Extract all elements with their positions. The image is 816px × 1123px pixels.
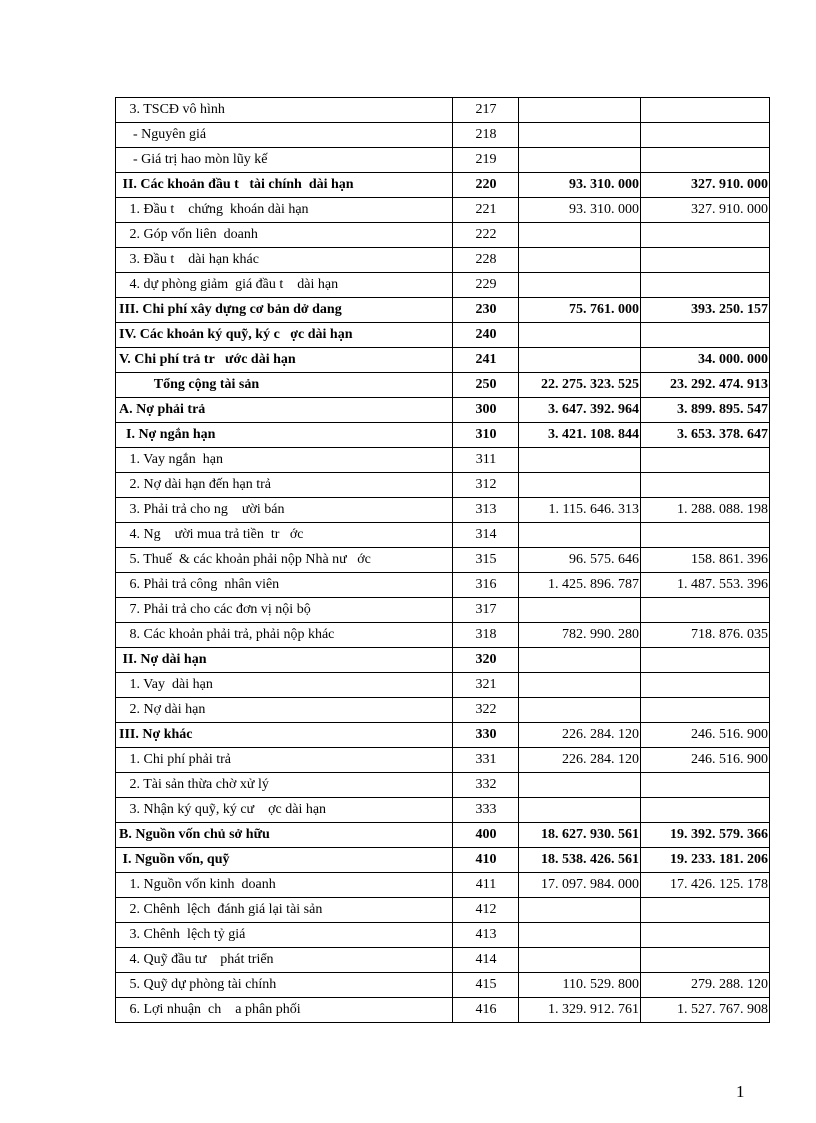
row-value-end: [641, 473, 770, 498]
table-row: [116, 298, 770, 323]
row-code: 312: [453, 473, 519, 498]
row-value-end: [641, 523, 770, 548]
row-value-start: [519, 948, 641, 973]
row-label: - Giá trị hao mòn lũy kế: [116, 148, 453, 173]
row-value-end: 327. 910. 000: [641, 173, 770, 198]
row-value-start: [519, 923, 641, 948]
table-row: [116, 773, 770, 798]
row-value-end: [641, 98, 770, 123]
row-value-start: 1. 115. 646. 313: [519, 498, 641, 523]
row-label: 4. Ng ười mua trả tiền tr ớc: [116, 523, 453, 548]
row-value-end: 34. 000. 000: [641, 348, 770, 373]
row-code: 250: [453, 373, 519, 398]
row-value-start: [519, 898, 641, 923]
row-label: 6. Phải trả công nhân viên: [116, 573, 453, 598]
row-code: 310: [453, 423, 519, 448]
row-value-start: 18. 627. 930. 561: [519, 823, 641, 848]
table-row: [116, 998, 770, 1023]
row-value-end: [641, 673, 770, 698]
row-label: - Nguyên giá: [116, 123, 453, 148]
table-row: [116, 323, 770, 348]
row-code: 314: [453, 523, 519, 548]
table-row: [116, 423, 770, 448]
table-row: [116, 398, 770, 423]
row-value-end: [641, 323, 770, 348]
row-code: 411: [453, 873, 519, 898]
row-value-start: [519, 648, 641, 673]
table-row: [116, 948, 770, 973]
row-value-end: 158. 861. 396: [641, 548, 770, 573]
row-value-end: 19. 392. 579. 366: [641, 823, 770, 848]
row-code: 218: [453, 123, 519, 148]
row-code: 332: [453, 773, 519, 798]
row-label: 2. Tài sản thừa chờ xử lý: [116, 773, 453, 798]
row-value-end: [641, 923, 770, 948]
table-row: [116, 173, 770, 198]
table-row: [116, 598, 770, 623]
row-label: II. Các khoản đầu t tài chính dài hạn: [116, 173, 453, 198]
row-value-start: 3. 647. 392. 964: [519, 398, 641, 423]
row-label: Tổng cộng tài sản: [116, 373, 453, 398]
table-row: [116, 698, 770, 723]
row-value-end: [641, 773, 770, 798]
row-label: 2. Góp vốn liên doanh: [116, 223, 453, 248]
table-row: [116, 748, 770, 773]
balance-sheet: [115, 97, 769, 1023]
row-value-start: [519, 123, 641, 148]
row-value-start: 22. 275. 323. 525: [519, 373, 641, 398]
row-code: 219: [453, 148, 519, 173]
row-label: 4. Quỹ đầu tư phát triển: [116, 948, 453, 973]
row-value-start: 93. 310. 000: [519, 198, 641, 223]
row-code: 414: [453, 948, 519, 973]
table-row: [116, 848, 770, 873]
row-value-end: 246. 516. 900: [641, 723, 770, 748]
row-label: 5. Quỹ dự phòng tài chính: [116, 973, 453, 998]
row-value-end: [641, 648, 770, 673]
row-code: 322: [453, 698, 519, 723]
row-code: 300: [453, 398, 519, 423]
table-row: [116, 148, 770, 173]
row-value-start: [519, 348, 641, 373]
row-value-end: [641, 898, 770, 923]
row-label: 8. Các khoản phải trả, phải nộp khác: [116, 623, 453, 648]
table-row: [116, 873, 770, 898]
row-value-end: 279. 288. 120: [641, 973, 770, 998]
row-value-start: [519, 448, 641, 473]
row-value-start: 17. 097. 984. 000: [519, 873, 641, 898]
row-code: 415: [453, 973, 519, 998]
row-value-start: [519, 673, 641, 698]
table-row: [116, 823, 770, 848]
table-row: [116, 448, 770, 473]
table-row: [116, 98, 770, 123]
balance-sheet-table: [115, 97, 770, 1023]
row-value-end: [641, 598, 770, 623]
row-value-start: [519, 523, 641, 548]
table-row: [116, 673, 770, 698]
row-code: 220: [453, 173, 519, 198]
row-value-start: 18. 538. 426. 561: [519, 848, 641, 873]
row-label: 3. Nhận ký quỹ, ký cư ợc dài hạn: [116, 798, 453, 823]
row-label: 1. Chi phí phải trả: [116, 748, 453, 773]
table-row: [116, 373, 770, 398]
row-label: 5. Thuế & các khoản phải nộp Nhà nư ớc: [116, 548, 453, 573]
row-code: 331: [453, 748, 519, 773]
row-label: II. Nợ dài hạn: [116, 648, 453, 673]
row-label: I. Nợ ngắn hạn: [116, 423, 453, 448]
row-value-start: [519, 473, 641, 498]
row-label: IV. Các khoản ký quỹ, ký c ợc dài hạn: [116, 323, 453, 348]
row-label: 3. Đầu t dài hạn khác: [116, 248, 453, 273]
row-value-end: [641, 448, 770, 473]
row-code: 311: [453, 448, 519, 473]
row-label: III. Nợ khác: [116, 723, 453, 748]
row-value-end: [641, 698, 770, 723]
row-value-start: 782. 990. 280: [519, 623, 641, 648]
row-label: 1. Đầu t chứng khoán dài hạn: [116, 198, 453, 223]
row-code: 317: [453, 598, 519, 623]
row-code: 330: [453, 723, 519, 748]
row-label: A. Nợ phải trả: [116, 398, 453, 423]
row-code: 221: [453, 198, 519, 223]
row-label: 2. Nợ dài hạn: [116, 698, 453, 723]
row-value-end: [641, 123, 770, 148]
row-label: V. Chi phí trả tr ước dài hạn: [116, 348, 453, 373]
row-value-start: 1. 329. 912. 761: [519, 998, 641, 1023]
table-row: [116, 198, 770, 223]
row-label: 1. Nguồn vốn kinh doanh: [116, 873, 453, 898]
table-row: [116, 248, 770, 273]
row-value-end: [641, 273, 770, 298]
row-code: 320: [453, 648, 519, 673]
table-row: [116, 123, 770, 148]
row-value-start: 1. 425. 896. 787: [519, 573, 641, 598]
row-value-start: [519, 223, 641, 248]
row-value-end: 327. 910. 000: [641, 198, 770, 223]
row-value-end: 1. 527. 767. 908: [641, 998, 770, 1023]
page-number: 1: [736, 1082, 745, 1101]
row-code: 316: [453, 573, 519, 598]
table-row: [116, 348, 770, 373]
row-label: 2. Nợ dài hạn đến hạn trả: [116, 473, 453, 498]
table-row: [116, 498, 770, 523]
row-value-start: 226. 284. 120: [519, 748, 641, 773]
row-value-end: [641, 798, 770, 823]
row-value-end: 393. 250. 157: [641, 298, 770, 323]
row-value-start: [519, 798, 641, 823]
row-value-end: [641, 223, 770, 248]
row-value-end: 1. 487. 553. 396: [641, 573, 770, 598]
row-code: 228: [453, 248, 519, 273]
row-label: 3. Chênh lệch tỷ giá: [116, 923, 453, 948]
row-label: 1. Vay ngắn hạn: [116, 448, 453, 473]
row-code: 240: [453, 323, 519, 348]
row-value-end: 1. 288. 088. 198: [641, 498, 770, 523]
table-row: [116, 273, 770, 298]
table-row: [116, 573, 770, 598]
row-value-start: [519, 98, 641, 123]
row-code: 412: [453, 898, 519, 923]
row-code: 230: [453, 298, 519, 323]
row-label: III. Chi phí xây dựng cơ bản dở dang: [116, 298, 453, 323]
row-value-start: 110. 529. 800: [519, 973, 641, 998]
table-row: [116, 473, 770, 498]
row-code: 318: [453, 623, 519, 648]
row-value-start: 226. 284. 120: [519, 723, 641, 748]
row-value-end: 3. 899. 895. 547: [641, 398, 770, 423]
row-label: B. Nguồn vốn chủ sở hữu: [116, 823, 453, 848]
table-row: [116, 623, 770, 648]
row-label: I. Nguồn vốn, quỹ: [116, 848, 453, 873]
row-value-start: [519, 773, 641, 798]
row-label: 3. TSCĐ vô hình: [116, 98, 453, 123]
row-value-start: 93. 310. 000: [519, 173, 641, 198]
table-row: [116, 548, 770, 573]
row-code: 410: [453, 848, 519, 873]
row-value-end: 718. 876. 035: [641, 623, 770, 648]
row-value-end: 246. 516. 900: [641, 748, 770, 773]
row-code: 229: [453, 273, 519, 298]
table-row: [116, 923, 770, 948]
row-value-start: [519, 598, 641, 623]
table-row: [116, 223, 770, 248]
table-row: [116, 723, 770, 748]
row-label: 3. Phải trả cho ng ười bán: [116, 498, 453, 523]
row-code: 313: [453, 498, 519, 523]
row-code: 416: [453, 998, 519, 1023]
row-code: 222: [453, 223, 519, 248]
row-label: 1. Vay dài hạn: [116, 673, 453, 698]
row-value-end: [641, 948, 770, 973]
row-value-end: [641, 248, 770, 273]
table-row: [116, 973, 770, 998]
row-code: 315: [453, 548, 519, 573]
table-row: [116, 798, 770, 823]
row-value-end: 3. 653. 378. 647: [641, 423, 770, 448]
row-label: 7. Phải trả cho các đơn vị nội bộ: [116, 598, 453, 623]
row-value-start: [519, 273, 641, 298]
row-value-start: 3. 421. 108. 844: [519, 423, 641, 448]
row-value-end: [641, 148, 770, 173]
row-code: 217: [453, 98, 519, 123]
table-row: [116, 523, 770, 548]
row-value-end: 19. 233. 181. 206: [641, 848, 770, 873]
row-code: 413: [453, 923, 519, 948]
row-code: 400: [453, 823, 519, 848]
row-code: 321: [453, 673, 519, 698]
row-value-end: 23. 292. 474. 913: [641, 373, 770, 398]
row-label: 2. Chênh lệch đánh giá lại tài sản: [116, 898, 453, 923]
table-body: [116, 98, 770, 1023]
table-row: [116, 648, 770, 673]
table-row: [116, 898, 770, 923]
row-value-start: [519, 323, 641, 348]
row-value-start: [519, 148, 641, 173]
row-code: 241: [453, 348, 519, 373]
row-value-end: 17. 426. 125. 178: [641, 873, 770, 898]
row-label: 6. Lợi nhuận ch a phân phối: [116, 998, 453, 1023]
row-value-start: [519, 248, 641, 273]
row-code: 333: [453, 798, 519, 823]
row-value-start: 75. 761. 000: [519, 298, 641, 323]
row-value-start: 96. 575. 646: [519, 548, 641, 573]
row-value-start: [519, 698, 641, 723]
row-label: 4. dự phòng giảm giá đầu t dài hạn: [116, 273, 453, 298]
